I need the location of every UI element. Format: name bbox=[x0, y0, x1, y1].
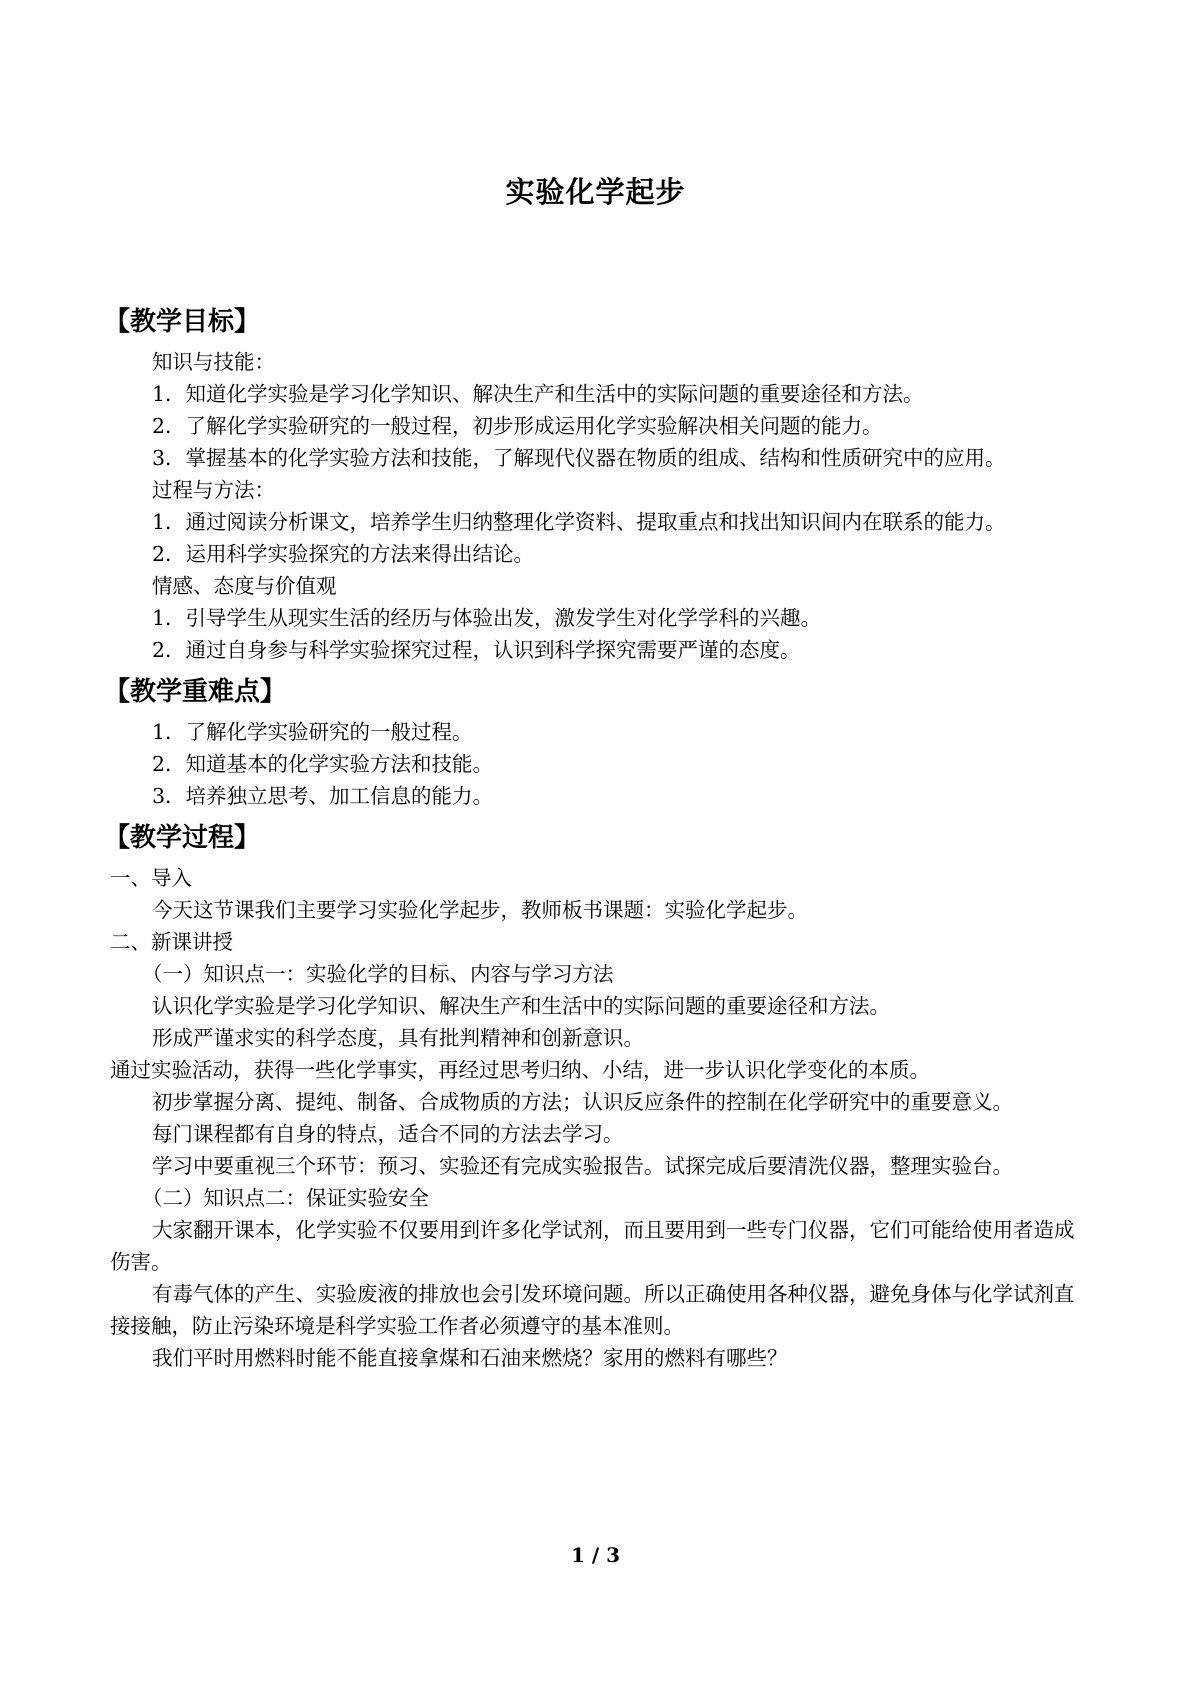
subsection-label-emotion: 情感、态度与价值观 bbox=[152, 574, 337, 598]
process-intro-label: 一、导入 bbox=[110, 866, 192, 890]
knowledge-point-2-paragraph: 大家翻开课本，化学实验不仅要用到许多化学试剂，而且要用到一些专门仪器，它们可能给使用者造成伤害。 bbox=[110, 1218, 1075, 1274]
page-number: 1 / 3 bbox=[570, 1543, 621, 1567]
knowledge-point-1-paragraph: 形成严谨求实的科学态度，具有批判精神和创新意识。 bbox=[152, 1026, 644, 1050]
goal-knowledge-item: 3．掌握基本的化学实验方法和技能，了解现代仪器在物质的组成、结构和性质研究中的应用。 bbox=[152, 446, 1006, 470]
knowledge-point-1-paragraph: 通过实验活动，获得一些化学事实，再经过思考归纳、小结，进一步认识化学变化的本质。 bbox=[110, 1058, 930, 1082]
knowledge-point-2-label: （二）知识点二：保证实验安全 bbox=[142, 1186, 429, 1210]
subsection-label-process: 过程与方法： bbox=[152, 478, 275, 502]
key-point-item: 3．培养独立思考、加工信息的能力。 bbox=[152, 784, 494, 808]
knowledge-point-1-paragraph: 学习中要重视三个环节：预习、实验还有完成实验报告。试探完成后要清洗仪器，整理实验台。 bbox=[152, 1154, 1013, 1178]
document-title: 实验化学起步 bbox=[505, 175, 686, 209]
key-point-item: 2．知道基本的化学实验方法和技能。 bbox=[152, 752, 494, 776]
goal-process-item: 2．运用科学实验探究的方法来得出结论。 bbox=[152, 542, 535, 566]
process-intro-text: 今天这节课我们主要学习实验化学起步，教师板书课题：实验化学起步。 bbox=[152, 898, 808, 922]
key-point-item: 1．了解化学实验研究的一般过程。 bbox=[152, 720, 473, 744]
knowledge-point-2-paragraph: 有毒气体的产生、实验废液的排放也会引发环境问题。所以正确使用各种仪器，避免身体与化学试剂直接接触，防止污染环境是科学实验工作者必须遵守的基本准则。 bbox=[110, 1282, 1075, 1338]
goal-emotion-item: 1．引导学生从现实生活的经历与体验出发，激发学生对化学学科的兴趣。 bbox=[152, 606, 822, 630]
document-body bbox=[104, 302, 1090, 1374]
subsection-label-knowledge: 知识与技能： bbox=[152, 350, 275, 374]
goal-process-item: 1．通过阅读分析课文，培养学生归纳整理化学资料、提取重点和找出知识间内在联系的能力。 bbox=[152, 510, 1006, 534]
knowledge-point-2-paragraph: 我们平时用燃料时能不能直接拿煤和石油来燃烧？家用的燃料有哪些？ bbox=[152, 1346, 788, 1370]
knowledge-point-1-paragraph: 每门课程都有自身的特点，适合不同的方法去学习。 bbox=[152, 1122, 624, 1146]
goal-knowledge-item: 1．知道化学实验是学习化学知识、解决生产和生活中的实际问题的重要途径和方法。 bbox=[152, 382, 924, 406]
section-heading-key-points: 【教学重难点】 bbox=[104, 677, 287, 707]
knowledge-point-1-paragraph: 认识化学实验是学习化学知识、解决生产和生活中的实际问题的重要途径和方法。 bbox=[152, 994, 890, 1018]
knowledge-point-1-paragraph: 初步掌握分离、提纯、制备、合成物质的方法；认识反应条件的控制在化学研究中的重要意义。 bbox=[152, 1090, 1013, 1114]
process-new-label: 二、新课讲授 bbox=[110, 930, 233, 954]
goal-emotion-item: 2．通过自身参与科学实验探究过程，认识到科学探究需要严谨的态度。 bbox=[152, 638, 801, 662]
section-heading-goals: 【教学目标】 bbox=[104, 307, 261, 337]
goal-knowledge-item: 2．了解化学实验研究的一般过程，初步形成运用化学实验解决相关问题的能力。 bbox=[152, 414, 883, 438]
section-heading-process: 【教学过程】 bbox=[104, 823, 261, 853]
knowledge-point-1-label: （一）知识点一：实验化学的目标、内容与学习方法 bbox=[142, 962, 614, 986]
